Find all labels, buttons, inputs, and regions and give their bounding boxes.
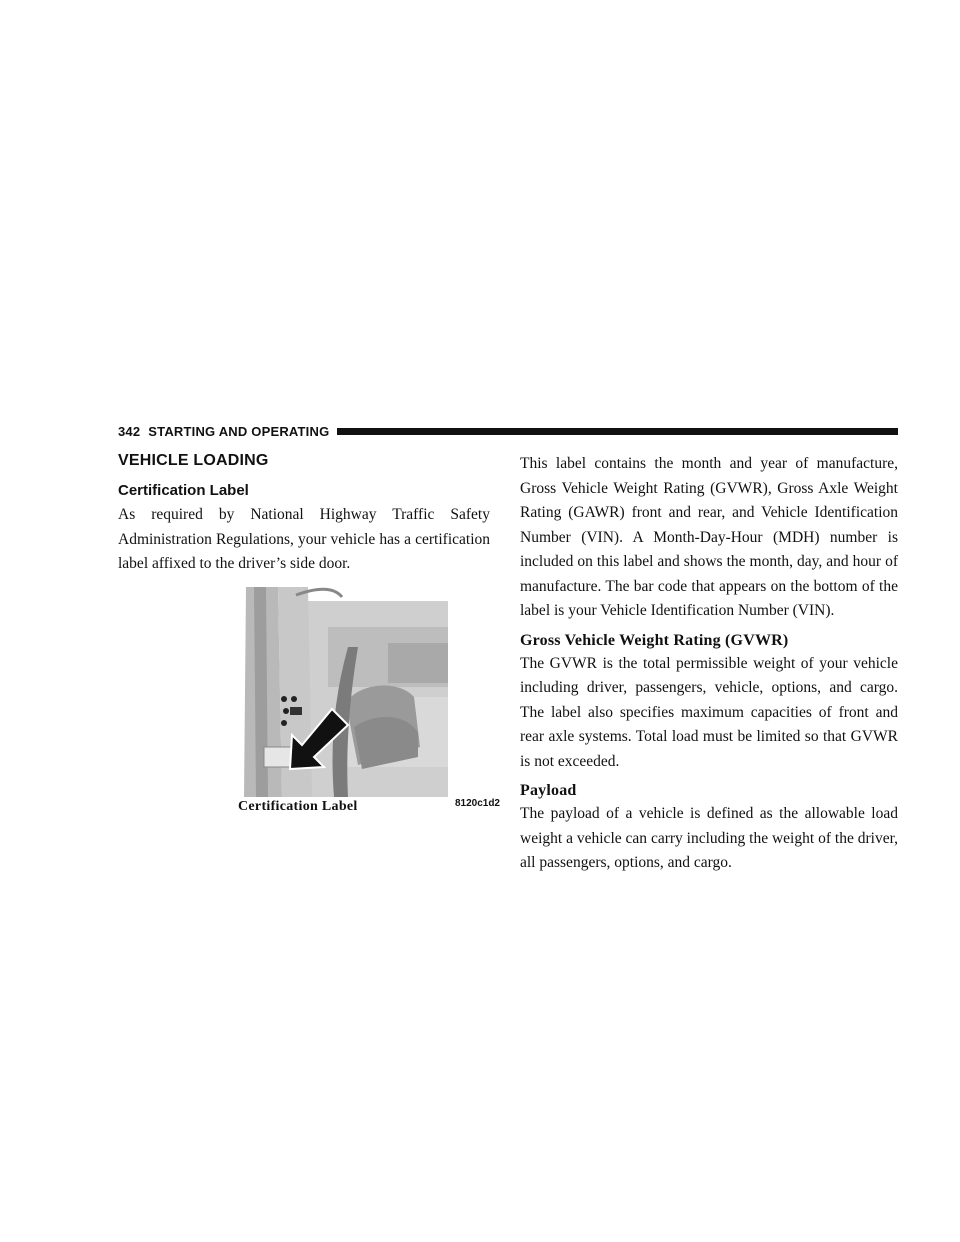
left-column [118, 452, 500, 815]
page-number: 342 [118, 423, 141, 439]
certification-paragraph: As required by National Highway Traffic Safety Administration Regulations, your vehicle has a certification label affixed to the driver’s side door. [118, 506, 490, 572]
label-contents-paragraph: This label contains the month and year of manufacture, Gross Vehicle Weight Rating (GVWR), Gross Axle Weight Rating (GAWR) front and rear, and Vehicle Identification Number (VIN). A Month-Day-Hour (MDH) number is included on this label and shows the month, day, and hour of manufacture. The bar code that appears on the bottom of the label is your Vehicle Identification Number (VIN). [520, 455, 898, 619]
payload-paragraph: The payload of a vehicle is defined as the allowable load weight a vehicle can carry including the weight of the driver, all passengers, options, and cargo. [520, 805, 898, 871]
gvwr-heading: Gross Vehicle Weight Rating (GVWR) [520, 631, 789, 649]
right-column [520, 452, 898, 876]
header-rule [337, 428, 898, 435]
section-title: STARTING AND OPERATING [148, 423, 330, 439]
payload-heading: Payload [520, 782, 577, 799]
figure-caption: Certification Label [238, 798, 358, 814]
gvwr-paragraph: The GVWR is the total permissible weight of your vehicle including driver, passengers, vehicle, options, and cargo. The label also specifies maximum capacities of front and rear axle systems. Total load must be limited so that GVWR is not exceeded. [520, 654, 898, 770]
section-heading: VEHICLE LOADING [118, 452, 269, 469]
door-illustration [238, 587, 492, 797]
figure-code: 8120c1d2 [454, 797, 500, 809]
page-header [118, 420, 898, 442]
subheading-certification-label: Certification Label [118, 482, 249, 499]
certification-label-figure [238, 587, 498, 815]
